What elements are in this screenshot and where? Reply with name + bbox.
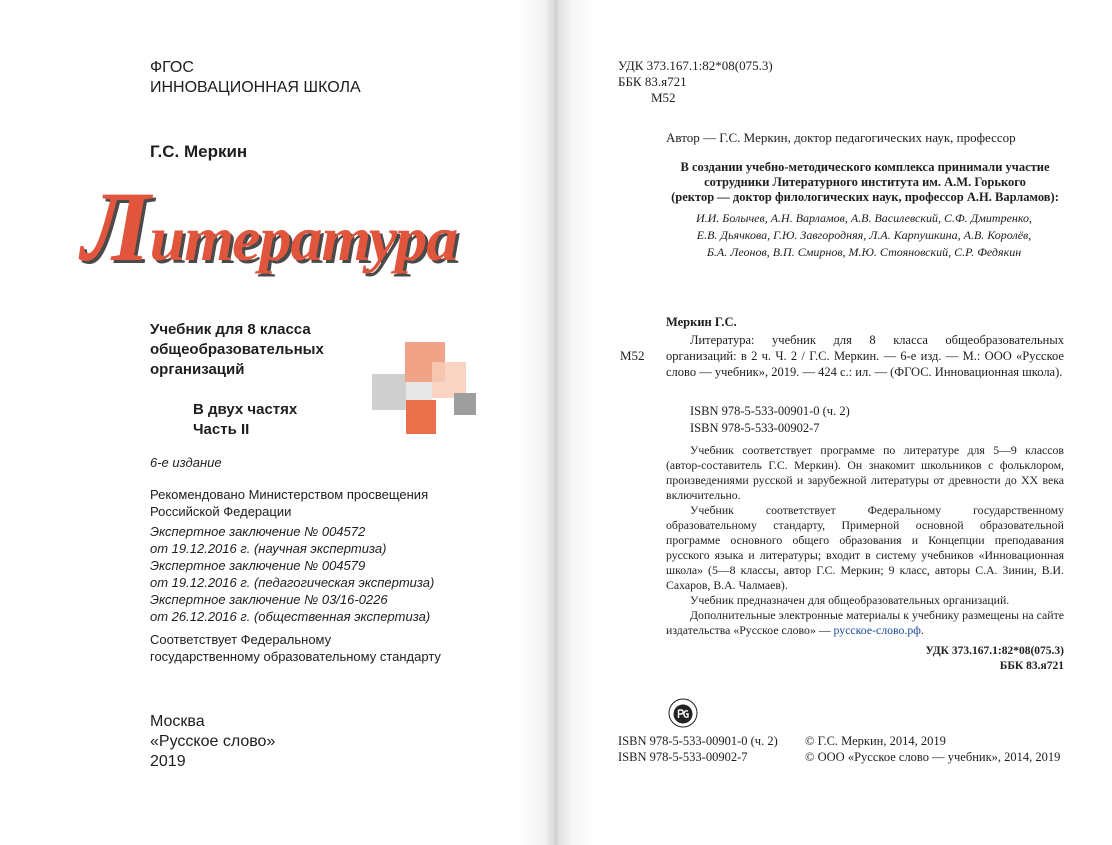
- contributors-line: И.И. Болычев, А.Н. Варламов, А.В. Василевский, С.Ф. Дмитренко,: [695, 211, 1033, 225]
- book-gutter-shadow: [518, 0, 594, 845]
- annotation-link-suffix: .: [920, 623, 924, 637]
- bbk-code-bottom: ББК 83.я721: [999, 660, 1064, 672]
- contributors-line: Е.В. Дьячкова, Г.Ю. Завгородняя, Л.А. Карпушкина, А.В. Королёв,: [696, 228, 1032, 242]
- annotation-link-prefix: Дополнительные электронные материалы к учебнику размещены на сайте издательства «Русское слово» —: [666, 608, 1064, 637]
- isbn-line: ISBN 978-5-533-00902-7: [690, 421, 820, 435]
- title-initial: Л: [82, 171, 150, 282]
- bib-author: Меркин Г.С.: [666, 315, 737, 329]
- subtitle-line: организаций: [150, 361, 245, 378]
- decorative-squares-logo: [372, 340, 478, 436]
- parts-line: В двух частях: [193, 401, 298, 418]
- classification-codes: [618, 58, 773, 106]
- contributors-heading-line: В создании учебно-методического комплекса принимали участие: [680, 160, 1050, 174]
- publisher-city: Москва: [150, 713, 205, 730]
- contributors-heading-line: (ректор — доктор филологических наук, профессор А.Н. Варламов):: [671, 190, 1059, 204]
- recommendation: [150, 486, 428, 520]
- contributors-line: Б.А. Леонов, В.П. Смирнов, М.Ю. Стояновский, С.Р. Федякин: [706, 245, 1022, 259]
- subtitle-line: Учебник для 8 класса: [150, 321, 311, 338]
- author-mark: М52: [651, 90, 676, 105]
- copyright: [805, 733, 1060, 765]
- footer-isbn-line: ISBN 978-5-533-00901-0 (ч. 2): [618, 734, 778, 748]
- subtitle-line: общеобразовательных: [150, 341, 324, 358]
- author-note: Автор — Г.С. Меркин, доктор педагогических наук, профессор: [666, 130, 1016, 145]
- title-rest: итература: [149, 203, 458, 274]
- recommendation-line: Рекомендовано Министерством просвещения: [150, 487, 429, 502]
- expertise-line: Экспертное заключение № 03/16-0226: [150, 592, 388, 607]
- series-label: [150, 58, 361, 98]
- expertise-line: от 19.12.2016 г. (педагогическая экспертиза): [150, 575, 435, 590]
- edition-label: 6-е издание: [150, 455, 222, 470]
- classification-codes-bottom: [846, 644, 1064, 674]
- subtitle: [150, 320, 324, 380]
- copyright-line: © ООО «Русское слово — учебник», 2014, 2019: [805, 750, 1061, 764]
- series-line: ИННОВАЦИОННАЯ ШКОЛА: [150, 79, 361, 96]
- series-line: ФГОС: [150, 59, 194, 76]
- udk-code-bottom: УДК 373.167.1:82*08(075.3): [925, 645, 1064, 657]
- expertise-line: от 19.12.2016 г. (научная экспертиза): [150, 541, 387, 556]
- book-title: [82, 171, 458, 282]
- parts-line: Часть II: [193, 421, 250, 438]
- bbk-code: ББК 83.я721: [618, 74, 687, 89]
- contributors-heading-line: сотрудники Литературного института им. А.М. Горького: [704, 175, 1026, 189]
- publisher-year: 2019: [150, 753, 186, 770]
- footer-isbn: [618, 733, 778, 765]
- bib-description: Литература: учебник для 8 класса общеобразовательных организаций: в 2 ч. Ч. 2 / Г.С. Меркин. — 6-е изд. — М.: ООО «Русское слово — учебник», 2019. — 424 с.: ил. — (ФГОС. Инновационная школа).: [666, 333, 1064, 379]
- expertise-line: Экспертное заключение № 004579: [150, 558, 366, 573]
- contributors-heading: [660, 160, 1070, 205]
- publisher-website-link[interactable]: русское-слово.рф: [833, 623, 921, 637]
- recommendation-line: Российской Федерации: [150, 504, 292, 519]
- udk-code: УДК 373.167.1:82*08(075.3): [618, 58, 773, 73]
- standard-line: государственному образовательному стандарту: [150, 649, 441, 664]
- copyright-line: © Г.С. Меркин, 2014, 2019: [805, 734, 946, 748]
- publisher-info: [150, 712, 275, 772]
- standard-compliance: [150, 631, 441, 665]
- expertise-line: от 26.12.2016 г. (общественная экспертиза): [150, 609, 431, 624]
- publisher-name: «Русское слово»: [150, 733, 276, 750]
- isbn-line: ISBN 978-5-533-00901-0 (ч. 2): [690, 404, 850, 418]
- certification-icon: [668, 698, 698, 728]
- contributors-names: [662, 210, 1066, 261]
- standard-line: Соответствует Федеральному: [150, 632, 332, 647]
- parts-info: [193, 400, 297, 440]
- bib-isbn: [690, 403, 850, 437]
- annotation-paragraph: Учебник соответствует Федеральному государственному образовательному стандарту, Примерной основной образовательной программе основного общего образования и Концепции преподавания русского языка и литературы; входит в систему учебников «Инновационная школа» (5—8 классы, автор Г.С. Меркин; 9 класс, авторы С.А. Зинин, В.И. Сахаров, В.А. Чалмаев).: [666, 503, 1064, 592]
- annotation: [666, 443, 1064, 638]
- annotation-paragraph: Учебник соответствует программе по литературе для 5—9 классов (автор-составитель Г.С. Меркин). Он знакомит школьников с фольклором, произведениями русской и зарубежной литературы от древности до XX века включительно.: [666, 443, 1064, 502]
- annotation-paragraph: Учебник предназначен для общеобразовательных организаций.: [690, 593, 1010, 607]
- annotation-paragraph-link: [666, 608, 1064, 638]
- bib-code: М52: [620, 348, 645, 363]
- author-name: Г.С. Меркин: [150, 142, 248, 161]
- expertise-line: Экспертное заключение № 004572: [150, 524, 366, 539]
- footer-isbn-line: ISBN 978-5-533-00902-7: [618, 750, 748, 764]
- expertise-list: [150, 523, 434, 625]
